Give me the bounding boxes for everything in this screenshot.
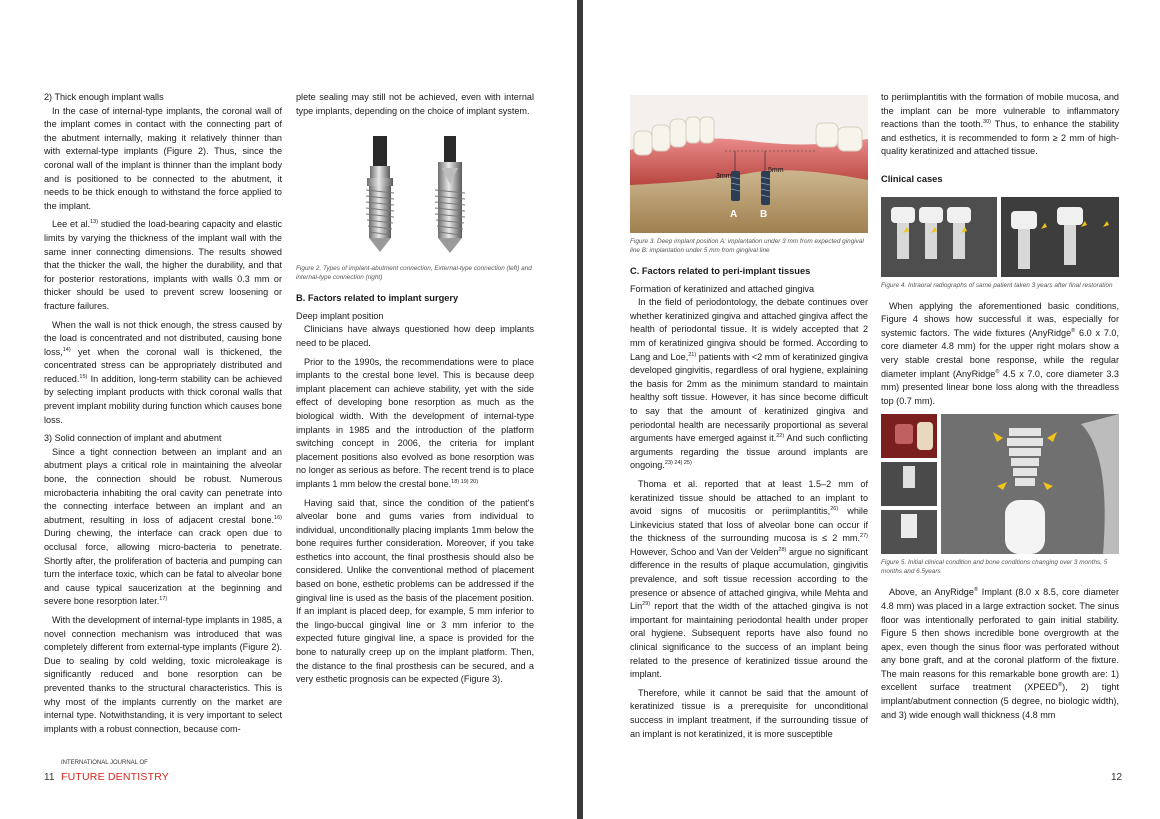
radiograph-pair [881,197,1119,277]
left-column-1 [44,91,282,741]
figure-4-caption: Figure 4. Intraoral radiographs of same patient taken 3 years after final restoration [881,281,1113,289]
paragraph: Clinicians have always questioned how deep implants need to be placed. [296,324,534,348]
section-heading-implant-surgery: B. Factors related to implant surgery [296,293,459,304]
page-number-right: 12 [1111,772,1123,783]
paragraph: Since a tight connection between an implant and an abutment plays a critical role in maintaining the alveolar bone, the connection should be robust. Numerous microbacteria inhabiting the oral cavity can penetrate into the connecting interface between an implant and an abutment, resulting in loss of adjacent crestal bone.$^{16)}$ During chewing, the interface can crack open due to occlusal force, allowing micro-bacteria to penetrate. Shortly after, the proliferation of bacteria and pumping can turn the interface toxic, which can be fatal to alveolar bone and cause typical saucerization at the beginning and severe bone resorption later.$^{17)}$ [44,446,282,607]
paragraph: plete sealing may still not be achieved, even with internal type implants, depending on the choice of implant system. [296,92,534,116]
bone-condition-images [881,414,1119,554]
subheading-deep-implant-position: Deep implant position [296,310,384,321]
figure-2-caption: Figure 2. Types of implant-abutment connection, External-type connection (left) and internal-type connection (right) [296,265,532,282]
section-heading-clinical-cases: Clinical cases [881,173,943,184]
deep-implant-illustration [630,95,868,233]
paragraph: In the field of periodontology, the debate continues over whether keratinized gingiva and attached gingiva affect the health of periodontal tissue. It is widely accepted that 2 mm of keratinized gingiva should be formed. According to Lang and Loe,$^{21)}$ patients with <2 mm of keratinized gingiva developed gingivitis, regardless of oral hygiene, explaining the basis for 2mm as the minimum standard to maintain healthy soft tissue. However, it has since become difficult to say that the amount of keratinized gingiva and periodontal health are necessarily proportional as several arguments have emerged against it.$^{22)}$ And such conflicting arguments regarding the tissue around implants are ongoing.$^{23) 24) 25)}$ [630,297,868,471]
paragraph: Lee et al.$^{13)}$ studied the load-bearing capacity and elastic limits by varying the thickness of the implant wall with the same inner connecting dimensions. The results showed that the thicker the wall, the higher the durability, and that for posterior restorations, implants with walls 0.3 mm or thicker should be used to prevent screw loosening or fracture failures. [44,219,282,311]
subheading-keratinized-gingiva: Formation of keratinized and attached gingiva [630,283,815,294]
right-column-1 [630,95,868,746]
section-heading-peri-implant: C. Factors related to peri-implant tissues [630,266,811,276]
paragraph: Prior to the 1990s, the recommendations were to place implants to the crestal bone level. This is because deep implant placement can achieve stability, yet with the side effect of developing bone resorption as much as the biological width. With the development of internal-type implants in 1985 and the introduction of the platform switching concept in 2006, the criteria for implant placement positions also evolved as bone resorption was no longer as serious as before. The recent trend is to place implants 1 mm below the crestal bone.$^{18) 19) 20)}$ [296,356,534,489]
fig3-label-b: B [760,209,768,220]
journal-name: INTERNATIONAL JOURNAL OF [61,760,148,766]
fig3-label-a: A [730,209,738,220]
figure-2-implant-connections [296,128,534,260]
paragraph: When applying the aforementioned basic conditions, Figure 4 shows how successful it was, especially for systemic factors. The wide fixtures (AnyRidge® 6.0 x 7.0, core diameter 4.8 mm) for the upper right molars show a very stable crestal bone response, while the regular diameter implant (AnyRidge® 4.5 x 7.0, core diameter 3.3 mm) presented linear bone loss along with the threadless top (0.7 mm). [881,300,1119,406]
figure-3-deep-implant-position [630,95,868,233]
section-heading-solid-connection: 3) Solid connection of implant and abutment [44,433,222,444]
right-column-2 [881,91,1119,727]
fig3-label-3mm: 3mm [716,173,732,180]
paragraph: Therefore, while it cannot be said that the amount of keratinized tissue is a prerequisite for unconditional success in implant treatment, if the surrounding tissue of an implant is not keratinized, it is more susceptible [630,687,868,739]
paragraph: to periimplantitis with the formation of mobile mucosa, and the implant can be more vulnerable to inflammatory reactions than the tooth.$^{30)}$ Thus, to enhance the stability and esthetics, it is recommended to form ≥ 2 mm of high-quality keratinized and attached tissue. [881,92,1120,157]
left-page [0,0,577,819]
paragraph: With the development of internal-type implants in 1985, a novel connection mechanism was introduced that was completely different from external-type implants (Figure 2). Due to sealing by cold welding, toxic microleakage is significantly reduced and bone resorption can be prevented thanks to the structural characteristics. This is why most of the implants currently on the market are internal type. Notwithstanding, it is very important to select implants with a robust connection, because com- [44,614,282,734]
left-column-2 [296,91,534,692]
figure-4-radiographs [881,197,1119,277]
paragraph: Thoma et al. reported that at least 1.5–2 mm of keratinized tissue should be attached to an implant to avoid signs of mucositis or periimplantitis,$^{26)}$ while Linkevicius stated that loss of alveolar bone can occur if the thickness of the surrounding mucosa is ≤ 2 mm.$^{27)}$ However, Schoo and Van der Velden$^{28)}$ argue no significant difference in the results of plaque accumulation, gingivitis prevalence, and soft tissue recession according to the presence or absence of attached gingiva, while Mehta and Lin$^{29)}$ report that the width of the attached gingiva is not important for maintaining periodontal health under proper oral hygiene. Subsequent reports have also found no clinical significance to the success of an implant being related to the presence of keratinized tissue around the implant. [630,478,869,680]
section-heading-thick-walls: 2) Thick enough implant walls [44,92,164,102]
fig3-label-5mm: 5mm [768,167,784,174]
page-number-left: 11 [44,772,55,783]
implant-connection-illustration [296,128,534,260]
paragraph: Above, an AnyRidge® Implant (8.0 x 8.5, core diameter 4.8 mm) was placed in a large extraction socket. The sinus floor was intentionally perforated to gain initial stability. Figure 5 then shows incredible bone overgrowth at the apex, even though the sinus floor was perforated without any bone graft, and at the coronal platform of the fixture. The main reasons for this remarkable bone growth are: 1) excellent surface treatment (XPEED®), 2) tight implant/abutment connection (5 degree, no biologic width), and 3) wide enough wall thickness (4.8 mm [881,587,1120,720]
paragraph: In the case of internal-type implants, the coronal wall of the implant comes in contact with the connecting part of the abutment internally, making it relatively thinner than with external-type implants (Figure 2). Thus, since the coronal wall of the implant is thinner than the implant body and is positioned to be connected to the abutment, it needs to be thick enough to withstand the force applied to the implant. [44,105,282,211]
figure-3-caption: Figure 3. Deep implant position A: implantation under 3 mm from expected gingival line B: implantation under 5 mm from gingival line [630,238,864,254]
paragraph: When the wall is not thick enough, the stress caused by the load is concentrated and not distributed, causing bone loss,$^{14)}$ yet when the coronal wall is thickened, the concentrated stress can be appropriately distributed and reduced.$^{15)}$ In addition, long-term stability can be achieved by selecting implant products with thick coronal walls that prevent implant mobility during function which causes bone loss. [44,319,282,425]
figure-5-bone-conditions [881,414,1119,554]
paragraph: Having said that, since the condition of the patient's alveolar bone and gums varies from individual to individual, unconditionally placing implants 1mm below the bone requires further consideration. Moreover, if you take esthetics into account, the final prosthesis should also be considered. Unlike the conventional method of placement based on bone, esthetic problems can be addressed if the gingival line is used as the basis of the placement position. If an implant is placed deep, for example, 5 mm inferior to the lingo-buccal gingival line or 3 mm inferior to the expected future gingival line, a space is provided for the bone to naturally creep up on the implant platform. Then, the distance to the final prosthesis can be secured, and a very esthetic prognosis can be expected (Figure 3). [296,497,534,685]
figure-5-caption: Figure 5. Initial clinical condition and bone conditions changing over 3 months, 5 months and 6.5years [881,559,1108,576]
journal-brand: FUTURE DENTISTRY [61,771,170,783]
right-page [583,0,1160,819]
